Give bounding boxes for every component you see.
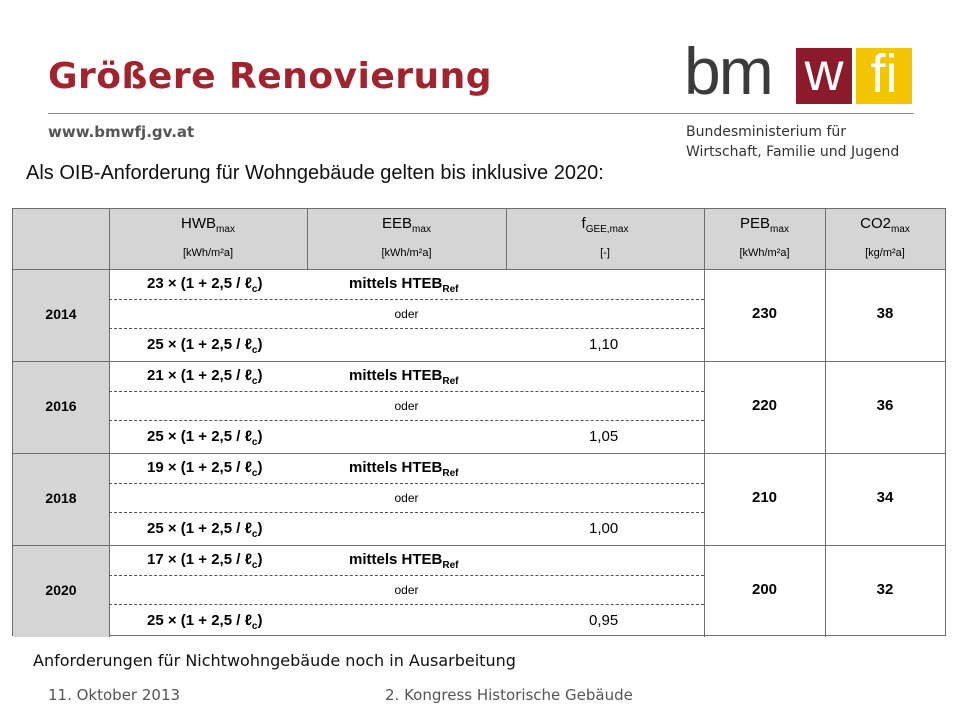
ministry-name	[686, 122, 899, 162]
column-header-unit: [-]	[600, 247, 610, 259]
oder-label: oder	[394, 307, 419, 321]
column-header-subscript: max	[412, 224, 431, 235]
fgee-value: 1,00	[589, 520, 619, 537]
oder-label: oder	[394, 491, 419, 505]
column-header-subscript: max	[890, 224, 910, 235]
hteb-subscript: Ref	[442, 284, 459, 295]
column-header-0	[109, 215, 307, 235]
co2-value: 34	[876, 489, 894, 506]
year-label: 2018	[45, 490, 77, 506]
header-column-divider	[307, 209, 308, 269]
sub-row-divider	[109, 604, 704, 605]
hteb-label: mittels HTEB	[349, 459, 443, 476]
sub-row-divider	[109, 328, 704, 329]
co2-column-divider	[825, 209, 826, 637]
formula-subscript: c	[251, 284, 258, 295]
column-header-1	[307, 215, 506, 235]
hteb-reference	[349, 459, 458, 479]
hwb-formula-alt	[147, 428, 262, 448]
column-header-subscript: max	[216, 224, 235, 235]
column-header-unit: [kWh/m²a]	[739, 247, 790, 259]
formula-close: )	[257, 428, 263, 445]
bmwfj-logo	[684, 34, 914, 108]
formula-subscript: c	[251, 468, 258, 479]
slide-title: Größere Renovierung	[48, 56, 493, 97]
formula-text: 19 × (1 + 2,5 / ℓ	[147, 459, 252, 476]
column-header-subscript: max	[770, 224, 789, 235]
formula-subscript: c	[251, 560, 258, 571]
hteb-reference	[349, 367, 458, 387]
year-label: 2014	[45, 306, 77, 322]
formula-text: 23 × (1 + 2,5 / ℓ	[147, 275, 252, 292]
hteb-reference	[349, 275, 458, 295]
formula-text: 25 × (1 + 2,5 / ℓ	[147, 428, 252, 445]
hteb-subscript: Ref	[442, 560, 459, 571]
year-block-divider	[13, 545, 945, 546]
footer-date: 11. Oktober 2013	[48, 686, 181, 704]
column-header-unit: [kWh/m²a]	[381, 247, 432, 259]
footnote: Anforderungen für Nichtwohngebäude noch in Ausarbeitung	[33, 651, 516, 670]
sub-row-divider	[109, 483, 704, 484]
column-header-name: CO2	[860, 215, 891, 232]
year-label: 2016	[45, 398, 77, 414]
year-block-divider	[13, 453, 945, 454]
column-header-name: f	[581, 215, 586, 232]
column-header-unit: [kg/m²a]	[865, 247, 905, 259]
co2-value: 32	[876, 581, 894, 598]
year-label: 2020	[45, 582, 77, 598]
peb-value: 200	[751, 581, 778, 598]
peb-value: 230	[751, 305, 778, 322]
hteb-reference	[349, 551, 458, 571]
header-divider	[48, 113, 914, 114]
column-header-3	[704, 215, 825, 235]
formula-close: )	[257, 551, 263, 568]
hwb-formula	[147, 459, 262, 479]
sub-row-divider	[109, 575, 704, 576]
header-bottom-line	[13, 269, 945, 270]
column-header-2	[506, 215, 704, 235]
hwb-formula-alt	[147, 336, 262, 356]
formula-text: 25 × (1 + 2,5 / ℓ	[147, 336, 252, 353]
formula-text: 21 × (1 + 2,5 / ℓ	[147, 367, 252, 384]
hteb-label: mittels HTEB	[349, 367, 443, 384]
formula-subscript: c	[251, 345, 258, 356]
formula-text: 25 × (1 + 2,5 / ℓ	[147, 520, 252, 537]
year-column-divider	[109, 209, 110, 637]
formula-text: 25 × (1 + 2,5 / ℓ	[147, 612, 252, 629]
column-header-unit: [kWh/m²a]	[182, 247, 234, 259]
co2-value: 36	[876, 397, 894, 414]
hwb-formula	[147, 551, 262, 571]
co2-value: 38	[876, 305, 894, 322]
hwb-formula-alt	[147, 612, 262, 632]
oder-label: oder	[394, 583, 419, 597]
hteb-label: mittels HTEB	[349, 275, 443, 292]
hteb-label: mittels HTEB	[349, 551, 443, 568]
oder-label: oder	[394, 399, 419, 413]
peb-value: 220	[751, 397, 778, 414]
year-block-divider	[13, 361, 945, 362]
formula-close: )	[257, 367, 263, 384]
requirements-table	[12, 208, 946, 636]
ministry-line-1: Bundesministerium für	[686, 124, 846, 140]
formula-close: )	[257, 336, 263, 353]
column-header-4	[825, 215, 945, 235]
logo-w-box: w	[796, 48, 852, 104]
logo-fi-box: fi	[856, 48, 912, 104]
fgee-value: 0,95	[589, 612, 619, 629]
fgee-value: 1,05	[589, 428, 619, 445]
fgee-value: 1,10	[589, 336, 619, 353]
sub-row-divider	[109, 512, 704, 513]
column-header-name: PEB	[740, 215, 771, 232]
site-url: www.bmwfj.gv.at	[48, 123, 195, 141]
column-header-subscript: GEE,max	[585, 224, 629, 235]
hteb-subscript: Ref	[442, 376, 459, 387]
formula-close: )	[257, 275, 263, 292]
slide-subtitle: Als OIB-Anforderung für Wohngebäude gelten bis inklusive 2020:	[26, 162, 604, 184]
logo-bm-text: bm	[684, 34, 772, 108]
sub-row-divider	[109, 299, 704, 300]
footer-event: 2. Kongress Historische Gebäude	[385, 686, 633, 704]
formula-subscript: c	[251, 437, 258, 448]
hwb-formula-alt	[147, 520, 262, 540]
formula-text: 17 × (1 + 2,5 / ℓ	[147, 551, 252, 568]
hteb-subscript: Ref	[442, 468, 459, 479]
peb-column-divider	[704, 209, 705, 637]
formula-subscript: c	[251, 376, 258, 387]
column-header-name: EEB	[382, 215, 413, 232]
hwb-formula	[147, 275, 262, 295]
sub-row-divider	[109, 420, 704, 421]
hwb-formula	[147, 367, 262, 387]
formula-close: )	[257, 520, 263, 537]
peb-value: 210	[751, 489, 778, 506]
sub-row-divider	[109, 391, 704, 392]
ministry-line-2: Wirtschaft, Familie und Jugend	[686, 144, 900, 160]
formula-close: )	[257, 612, 263, 629]
header-column-divider	[506, 209, 507, 269]
formula-close: )	[257, 459, 263, 476]
formula-subscript: c	[251, 529, 258, 540]
formula-subscript: c	[251, 621, 258, 632]
column-header-name: HWB	[181, 215, 217, 232]
